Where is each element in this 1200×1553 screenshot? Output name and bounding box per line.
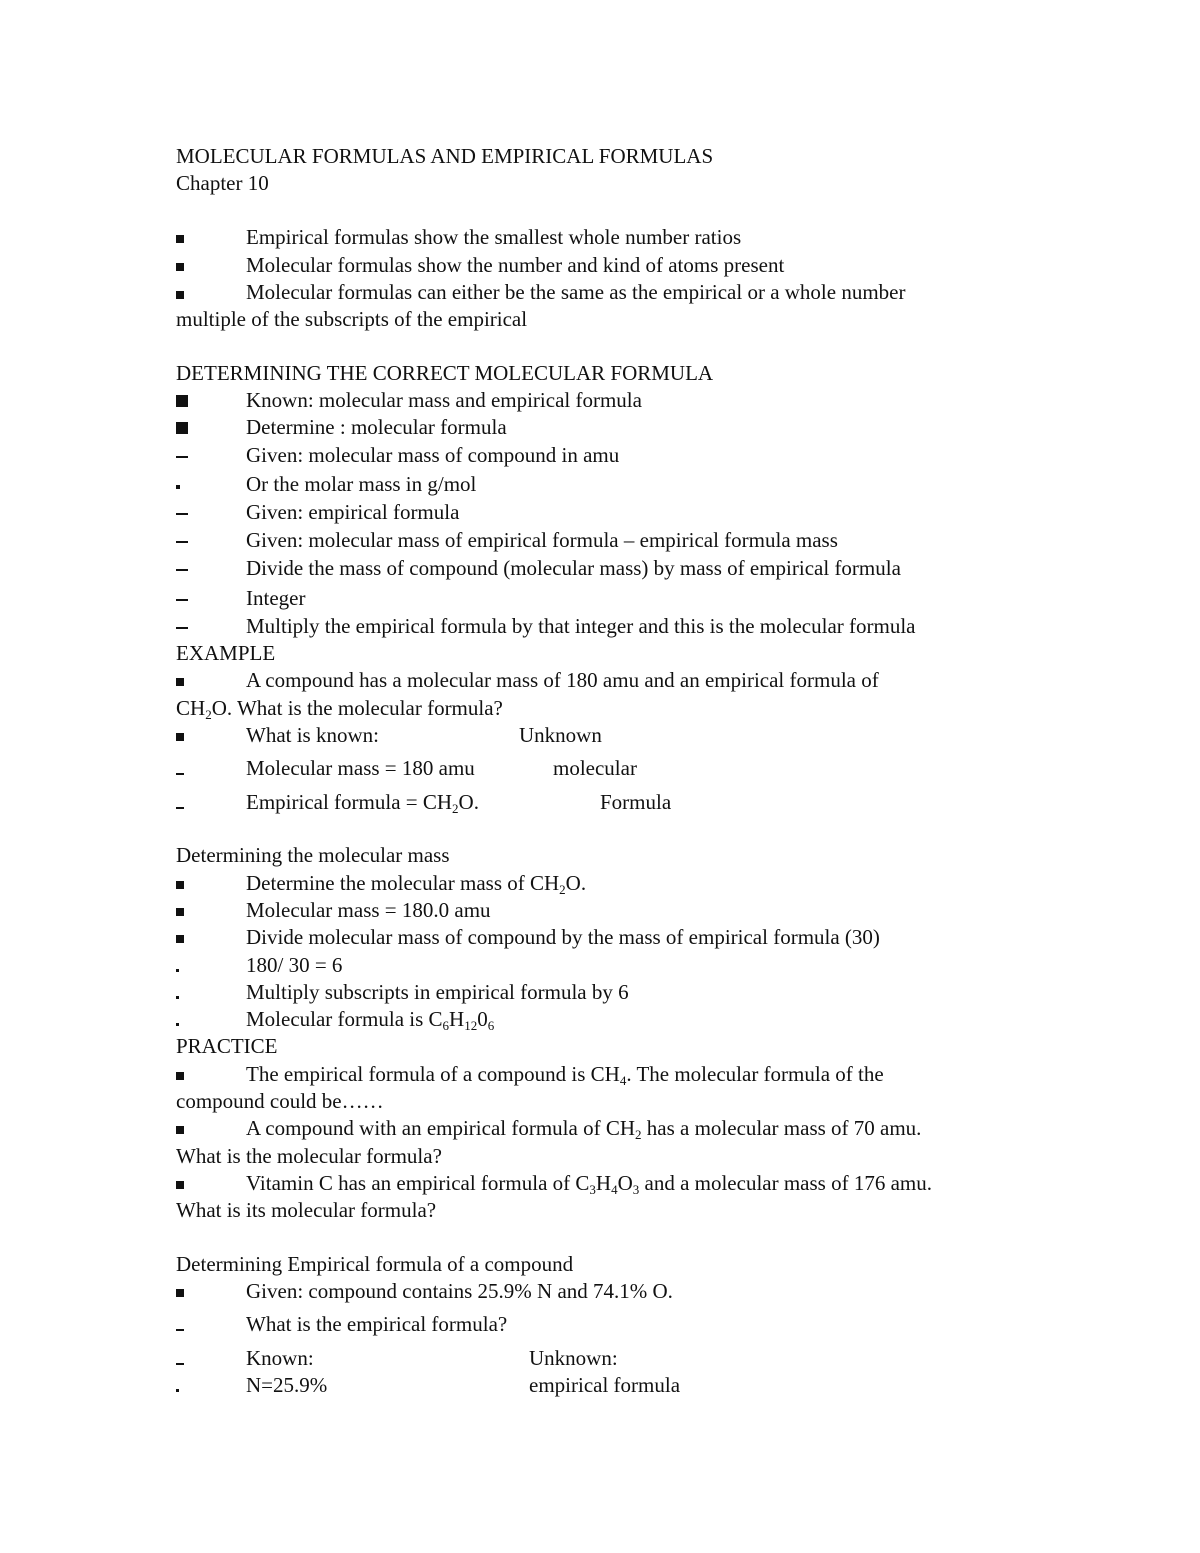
square-bullet-icon [176,1116,236,1142]
dot-bullet-icon [176,979,236,1005]
intro-bullet-3: Molecular formulas can either be the same as the empirical or a whole number [246,280,906,304]
square-bullet-icon [176,925,236,951]
molmass-bullet-2: Molecular mass = 180.0 amu [246,898,491,922]
known-label: What is known: [246,723,379,747]
molmass-bullet-4: 180/ 30 = 6 [246,953,343,977]
section-heading-example: EXAMPLE [176,641,276,665]
dash-bullet-icon [176,585,236,611]
unknown-label: Unknown [519,723,602,747]
empirical-given: Given: compound contains 25.9% N and 74.1% O. [246,1279,673,1303]
dash-bullet-icon [176,527,236,553]
known-line: Known: molecular mass and empirical formula [246,388,642,412]
multiply-line: Multiply the empirical formula by that integer and this is the molecular formula [246,614,916,638]
dot-bullet-icon [176,1372,236,1398]
square-bullet-icon [176,898,236,924]
given-mass-line: Given: molecular mass of compound in amu [246,443,620,467]
dot-bullet-icon [176,1006,236,1032]
example-question-continued: $CH_2O$. What is the molecular formula? [176,696,503,722]
empirical-known-label: Known: [246,1346,314,1370]
molmass-bullet-6: Molecular formula is $C_6H_{12}0_6$ [246,1007,495,1033]
square-bullet-icon [176,281,236,307]
square-bullet-icon [176,1171,236,1197]
determine-line: Determine : molecular formula [246,415,507,439]
intro-bullet-3-continued: multiple of the subscripts of the empirical [176,307,528,331]
section-heading-practice: PRACTICE [176,1034,278,1058]
empirical-question: What is the empirical formula? [246,1312,508,1336]
square-bullet-icon [176,723,236,749]
empirical-formula-unknown: empirical formula [529,1373,681,1397]
large-square-bullet-icon [176,414,236,440]
molmass-bullet-3: Divide molecular mass of compound by the mass of empirical formula (30) [246,925,880,949]
molar-mass-line: Or the molar mass in g/mol [246,472,477,496]
integer-line: Integer [246,586,306,610]
square-bullet-icon [176,225,236,251]
formula-right: Formula [600,790,672,814]
small-dash-bullet-icon [176,789,236,815]
square-bullet-icon [176,1062,236,1088]
example-question: A compound has a molecular mass of 180 amu and an empirical formula of [246,668,879,692]
section-heading-molecular-mass: Determining the molecular mass [176,843,450,867]
section-heading-empirical: Determining Empirical formula of a compound [176,1252,574,1276]
small-dash-bullet-icon [176,1311,236,1337]
square-bullet-icon [176,871,236,897]
molmass-bullet-5: Multiply subscripts in empirical formula by 6 [246,980,629,1004]
square-bullet-icon [176,668,236,694]
nitrogen-percent: N=25.9% [246,1373,328,1397]
document-title: MOLECULAR FORMULAS AND EMPIRICAL FORMULAS [176,144,714,168]
given-formula-mass-line: Given: molecular mass of empirical formula – empirical formula mass [246,528,838,552]
empirical-unknown-label: Unknown: [529,1346,618,1370]
dash-bullet-icon [176,442,236,468]
practice-1-continued: compound could be…… [176,1089,384,1113]
empirical-formula-given: Empirical formula = $CH_2O$. [246,790,479,816]
chapter-label: Chapter 10 [176,171,269,195]
practice-2-continued: What is the molecular formula? [176,1144,442,1168]
small-dash-bullet-icon [176,1345,236,1371]
dot-bullet-icon [176,952,236,978]
practice-3-continued: What is its molecular formula? [176,1198,437,1222]
intro-bullet-1: Empirical formulas show the smallest whole number ratios [246,225,742,249]
molecular-mass-given: Molecular mass = 180 amu [246,756,475,780]
dash-bullet-icon [176,499,236,525]
molecular-right: molecular [553,756,637,780]
molmass-bullet-1: Determine the molecular mass of $CH_2O$. [246,871,587,897]
square-bullet-icon [176,1279,236,1305]
small-dash-bullet-icon [176,755,236,781]
divide-line: Divide the mass of compound (molecular mass) by mass of empirical formula [246,556,901,580]
large-square-bullet-icon [176,387,236,413]
intro-bullet-2: Molecular formulas show the number and kind of atoms present [246,253,785,277]
practice-2: A compound with an empirical formula of $CH_2$ has a molecular mass of 70 amu. [246,1116,922,1142]
given-formula-line: Given: empirical formula [246,500,460,524]
dash-bullet-icon [176,613,236,639]
dot-bullet-icon [176,471,236,497]
square-bullet-icon [176,253,236,279]
practice-1: The empirical formula of a compound is $CH_4$. The molecular formula of the [246,1062,884,1088]
section-heading-determining: DETERMINING THE CORRECT MOLECULAR FORMULA [176,361,714,385]
practice-3: Vitamin C has an empirical formula of $C_3H_4O_3$ and a molecular mass of 176 amu. [246,1171,932,1197]
dash-bullet-icon [176,555,236,581]
